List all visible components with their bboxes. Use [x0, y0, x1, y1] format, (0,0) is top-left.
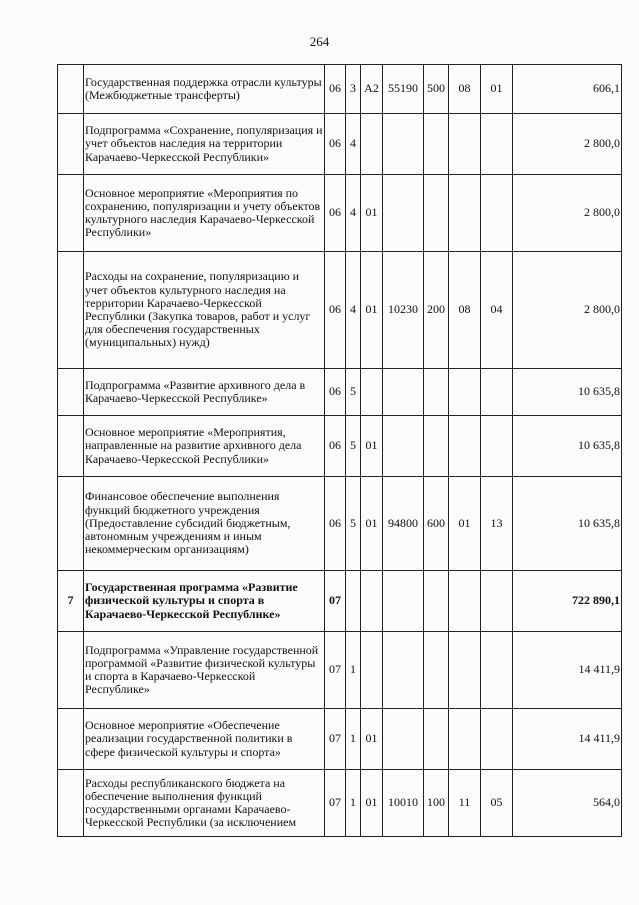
expense-direction-code	[383, 709, 424, 770]
measure-code	[361, 114, 383, 175]
row-number	[58, 114, 84, 175]
amount: 14 411,9	[513, 632, 622, 709]
subprogram-code: 4	[346, 114, 361, 175]
subprogram-code: 4	[346, 252, 361, 369]
table-row	[58, 709, 622, 770]
program-code: 06	[325, 369, 346, 416]
measure-code: А2	[361, 65, 383, 114]
row-number	[58, 416, 84, 477]
subprogram-code: 5	[346, 477, 361, 571]
item-name: Подпрограмма «Управление государственной программой «Развитие физической культуры и спорта в Карачаево-Черкесской Республике»	[84, 632, 325, 709]
amount: 2 800,0	[513, 114, 622, 175]
row-number	[58, 477, 84, 571]
subsection-code: 04	[481, 252, 513, 369]
amount: 14 411,9	[513, 709, 622, 770]
subprogram-code: 4	[346, 175, 361, 252]
table-row	[58, 571, 622, 632]
program-code: 06	[325, 252, 346, 369]
row-number	[58, 369, 84, 416]
expense-type-code	[424, 175, 449, 252]
measure-code	[361, 632, 383, 709]
row-number	[58, 770, 84, 837]
subsection-code: 05	[481, 770, 513, 837]
section-code	[449, 416, 481, 477]
subprogram-code: 1	[346, 770, 361, 837]
expense-type-code: 100	[424, 770, 449, 837]
item-name: Подпрограмма «Сохранение, популяризация и учет объектов наследия на территории Карачаево-Черкесской Республики»	[84, 114, 325, 175]
page-number: 264	[309, 34, 330, 49]
section-code: 08	[449, 252, 481, 369]
item-name: Основное мероприятие «Обеспечение реализации государственной политики в сфере физической культуры и спорта»	[84, 709, 325, 770]
subsection-code	[481, 369, 513, 416]
measure-code	[361, 571, 383, 632]
program-code: 07	[325, 632, 346, 709]
expense-type-code: 500	[424, 65, 449, 114]
subsection-code	[481, 571, 513, 632]
measure-code: 01	[361, 477, 383, 571]
table-row	[58, 770, 622, 837]
expense-type-code	[424, 632, 449, 709]
expense-direction-code	[383, 175, 424, 252]
budget-table	[57, 64, 622, 837]
amount: 606,1	[513, 65, 622, 114]
item-name: Основное мероприятие «Мероприятия, направленные на развитие архивного дела Карачаево-Черкесской Республики»	[84, 416, 325, 477]
table-row	[58, 477, 622, 571]
amount: 10 635,8	[513, 477, 622, 571]
item-name: Расходы республиканского бюджета на обеспечение выполнения функций государственными органами Карачаево-Черкесской Республики (за исключением	[84, 770, 325, 837]
row-number: 7	[58, 571, 84, 632]
expense-type-code	[424, 416, 449, 477]
section-code	[449, 175, 481, 252]
program-code: 06	[325, 416, 346, 477]
item-name: Финансовое обеспечение выполнения функций бюджетного учреждения (Предоставление субсидий бюджетным, автономным учреждениям и иным некоммерческим организациям)	[84, 477, 325, 571]
item-name: Государственная программа «Развитие физической культуры и спорта в Карачаево-Черкесской Республике»	[84, 571, 325, 632]
subsection-code: 13	[481, 477, 513, 571]
expense-direction-code	[383, 571, 424, 632]
section-code: 08	[449, 65, 481, 114]
expense-type-code	[424, 571, 449, 632]
program-code: 06	[325, 477, 346, 571]
subsection-code	[481, 175, 513, 252]
expense-direction-code	[383, 369, 424, 416]
table-row	[58, 252, 622, 369]
row-number	[58, 252, 84, 369]
section-code	[449, 709, 481, 770]
expense-type-code: 200	[424, 252, 449, 369]
item-name: Основное мероприятие «Мероприятия по сохранению, популяризации и учету объектов культурного наследия Карачаево-Черкесской Республики»	[84, 175, 325, 252]
amount: 564,0	[513, 770, 622, 837]
expense-type-code: 600	[424, 477, 449, 571]
table-row	[58, 369, 622, 416]
row-number	[58, 65, 84, 114]
item-name: Расходы на сохранение, популяризацию и учет объектов культурного наследия на территории Карачаево-Черкесской Республики (Закупка товаров, работ и услуг для обеспечения государственных (муниципальных) нужд)	[84, 252, 325, 369]
table-row	[58, 114, 622, 175]
row-number	[58, 709, 84, 770]
subsection-code: 01	[481, 65, 513, 114]
expense-direction-code	[383, 114, 424, 175]
program-code: 06	[325, 65, 346, 114]
section-code: 11	[449, 770, 481, 837]
section-code	[449, 114, 481, 175]
subprogram-code: 5	[346, 369, 361, 416]
item-name: Подпрограмма «Развитие архивного дела в Карачаево-Черкесской Республике»	[84, 369, 325, 416]
measure-code: 01	[361, 770, 383, 837]
table-row	[58, 175, 622, 252]
measure-code: 01	[361, 709, 383, 770]
measure-code	[361, 369, 383, 416]
measure-code: 01	[361, 252, 383, 369]
subprogram-code: 1	[346, 709, 361, 770]
expense-direction-code: 94800	[383, 477, 424, 571]
section-code: 01	[449, 477, 481, 571]
measure-code: 01	[361, 416, 383, 477]
table-row	[58, 65, 622, 114]
expense-direction-code: 55190	[383, 65, 424, 114]
program-code: 06	[325, 114, 346, 175]
amount: 10 635,8	[513, 369, 622, 416]
program-code: 07	[325, 709, 346, 770]
subprogram-code: 1	[346, 632, 361, 709]
subprogram-code: 5	[346, 416, 361, 477]
program-code: 07	[325, 770, 346, 837]
measure-code: 01	[361, 175, 383, 252]
subsection-code	[481, 709, 513, 770]
expense-direction-code	[383, 632, 424, 709]
program-code: 06	[325, 175, 346, 252]
table-row	[58, 416, 622, 477]
section-code	[449, 369, 481, 416]
expense-direction-code: 10230	[383, 252, 424, 369]
expense-direction-code: 10010	[383, 770, 424, 837]
section-code	[449, 571, 481, 632]
subprogram-code: 3	[346, 65, 361, 114]
row-number	[58, 632, 84, 709]
expense-type-code	[424, 709, 449, 770]
expense-type-code	[424, 114, 449, 175]
row-number	[58, 175, 84, 252]
expense-direction-code	[383, 416, 424, 477]
item-name: Государственная поддержка отрасли культуры (Межбюджетные трансферты)	[84, 65, 325, 114]
amount: 10 635,8	[513, 416, 622, 477]
table-row	[58, 632, 622, 709]
subsection-code	[481, 114, 513, 175]
amount: 722 890,1	[513, 571, 622, 632]
section-code	[449, 632, 481, 709]
program-code: 07	[325, 571, 346, 632]
subprogram-code	[346, 571, 361, 632]
expense-type-code	[424, 369, 449, 416]
subsection-code	[481, 632, 513, 709]
amount: 2 800,0	[513, 175, 622, 252]
subsection-code	[481, 416, 513, 477]
amount: 2 800,0	[513, 252, 622, 369]
